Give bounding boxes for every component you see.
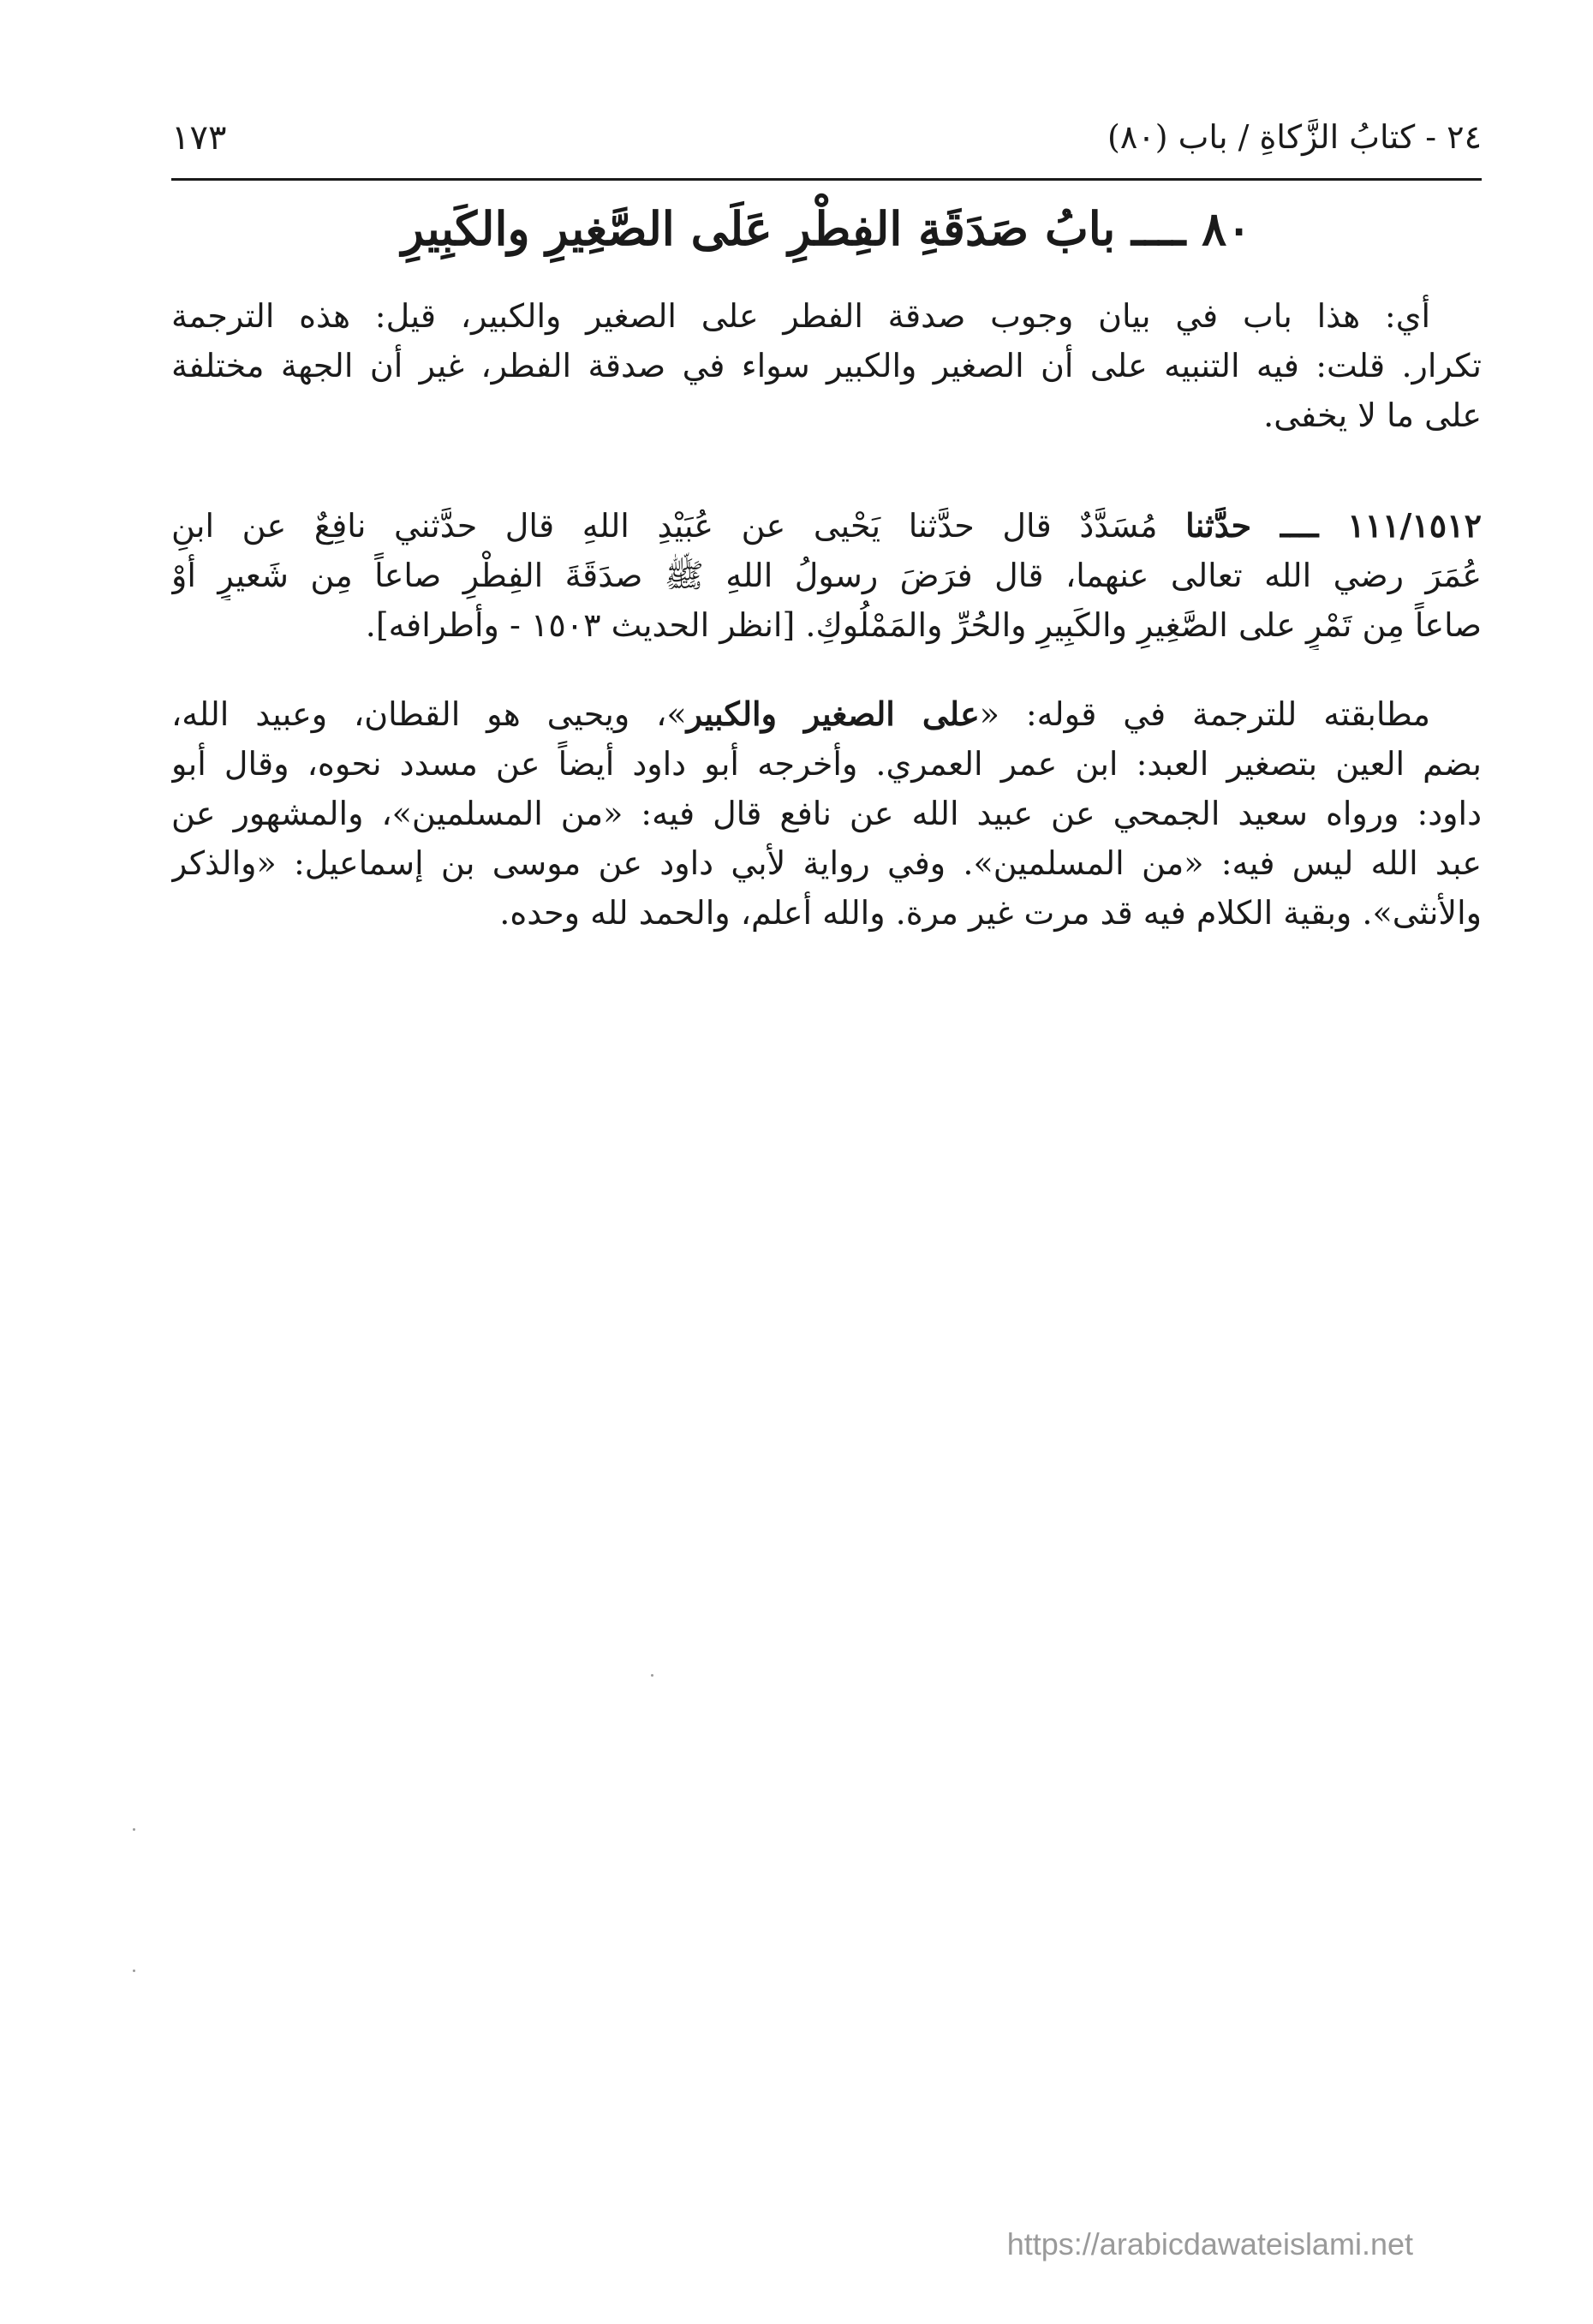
text-line — [171, 689, 1482, 739]
running-title: ٢٤ - كتابُ الزَّكاةِ / باب (٨٠) — [1107, 118, 1482, 156]
watermark-url: https://arabicdawateislami.net — [1006, 2226, 1413, 2261]
running-header — [171, 111, 1482, 171]
text-line: والأنثى». وبقية الكلام فيه قد مرت غير مرة. والله أعلم، والحمد لله وحده. — [499, 894, 1482, 932]
hadith-text: مُسَدَّدٌ قال حدَّثنا يَحْيى عن عُبَيْدِ اللهِ قال حدَّثني نافِعٌ عن ابنِ — [171, 507, 1158, 545]
text-line: عُمَرَ رضي الله تعالى عنهما، قال فرَضَ رسولُ اللهِ ﷺ صدَقَةَ الفِطْرِ صاعاً مِن شَعيرٍ أوْ — [171, 557, 1482, 594]
chapter-title: ٨٠ ــــ بابُ صَدَقَةِ الفِطْرِ عَلَى الصَّغِيرِ والكَبِيرِ — [401, 201, 1252, 256]
text-segment: مطابقته للترجمة في قوله: « — [979, 695, 1430, 733]
scan-speck — [133, 1969, 135, 1972]
commentary-paragraph — [171, 689, 1482, 938]
text-segment: »، ويحيى هو القطان، وعبيد الله، — [171, 695, 687, 733]
header-rule — [171, 178, 1482, 181]
page-number: ١٧٣ — [171, 118, 227, 158]
scan-speck — [133, 1828, 135, 1831]
text-line: داود: ورواه سعيد الجمحي عن عبيد الله عن نافع قال فيه: «من المسلمين»، والمشهور عن — [171, 795, 1482, 832]
scan-speck — [651, 1674, 653, 1677]
text-line — [171, 501, 1482, 551]
text-line: تكرار. قلت: فيه التنبيه على أن الصغير والكبير سواء في صدقة الفطر، غير أن الجهة مختلفة — [171, 347, 1482, 384]
chapter-phrase-bold: على الصغير والكبير — [686, 694, 980, 733]
commentary-paragraph-intro — [171, 291, 1482, 440]
text-line: أي: هذا باب في بيان وجوب صدقة الفطر على الصغير والكبير، قيل: هذه الترجمة — [171, 297, 1430, 335]
text-line: بضم العين بتصغير العبد: ابن عمر العمري. وأخرجه أبو داود أيضاً عن مسدد نحوه، وقال أبو — [171, 745, 1482, 783]
hadith-paragraph — [171, 501, 1482, 650]
text-line: عبد الله ليس فيه: «من المسلمين». وفي رواية لأبي داود عن موسى بن إسماعيل: «والذكر — [171, 844, 1482, 882]
hadith-number: ١١١/١٥١٢ ــــ حدَّثنا — [1185, 506, 1482, 545]
text-line: على ما لا يخفى. — [1263, 396, 1482, 434]
text-line: صاعاً مِن تَمْرٍ على الصَّغِيرِ والكَبِيرِ والحُرِّ والمَمْلُوكِ. [انظر الحديث ١٥٠٣ - وأطرافه]. — [365, 606, 1482, 644]
